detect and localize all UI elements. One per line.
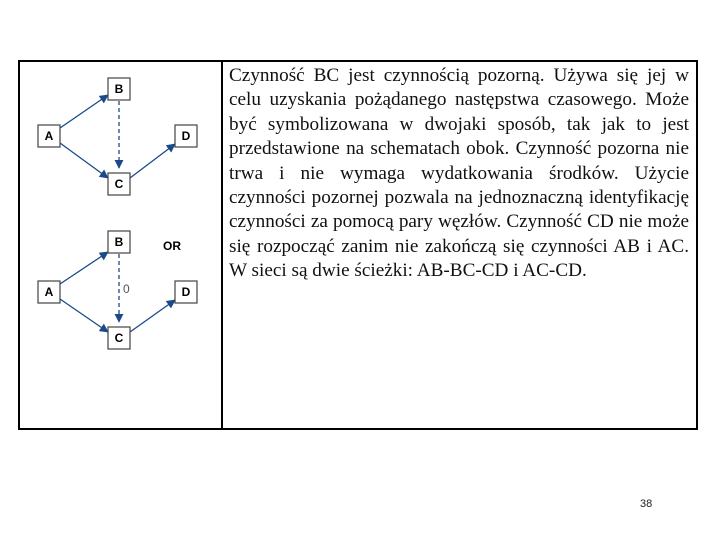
node-a-bottom-label: A (44, 285, 54, 299)
edge-a-c-bottom (60, 299, 108, 332)
node-b-bottom (108, 231, 130, 253)
edge-c-d-bottom (130, 300, 175, 332)
node-c-bottom-label: C (114, 331, 124, 345)
node-a-bottom (38, 281, 60, 303)
node-a-top (38, 125, 60, 147)
node-c-top-label: C (114, 177, 124, 191)
node-d-top-label: D (181, 129, 191, 143)
network-diagram (20, 62, 220, 428)
node-b-top (108, 78, 130, 100)
edge-a-b-top (60, 95, 108, 128)
node-d-top (175, 125, 197, 147)
or-separator: OR (163, 239, 181, 253)
description-text: Czynność BC jest czynnością pozorną. Używa się jej w celu uzyskania pożądanego następstwa czasowego. Może być symbolizowana w dwojaki sposób, tak jak to jest przedstawione na schematach obok. Czynność pozorna nie trwa i nie wymaga wydatkowania środków. Użycie czynności pozornej pozwala na jednoznaczną identyfikację czynności za pomocą pary węzłów. Czynność CD nie może się rozpocząć zanim nie zakończą się czynności AB i AC. W sieci są dwie ścieżki: AB-BC-CD i AC-CD. (229, 65, 689, 282)
node-a-top-label: A (44, 129, 54, 143)
dummy-activity-zero-label: 0 (123, 282, 130, 296)
node-d-bottom-label: D (181, 285, 191, 299)
edge-c-d-top (130, 144, 175, 178)
column-divider (221, 60, 223, 430)
node-b-bottom-label: B (114, 235, 124, 249)
node-c-bottom (108, 327, 130, 349)
node-c-top (108, 173, 130, 195)
edge-a-c-top (60, 143, 108, 178)
edge-a-b-bottom (60, 252, 108, 284)
node-d-bottom (175, 281, 197, 303)
page-number: 38 (640, 498, 653, 510)
node-b-top-label: B (114, 82, 124, 96)
